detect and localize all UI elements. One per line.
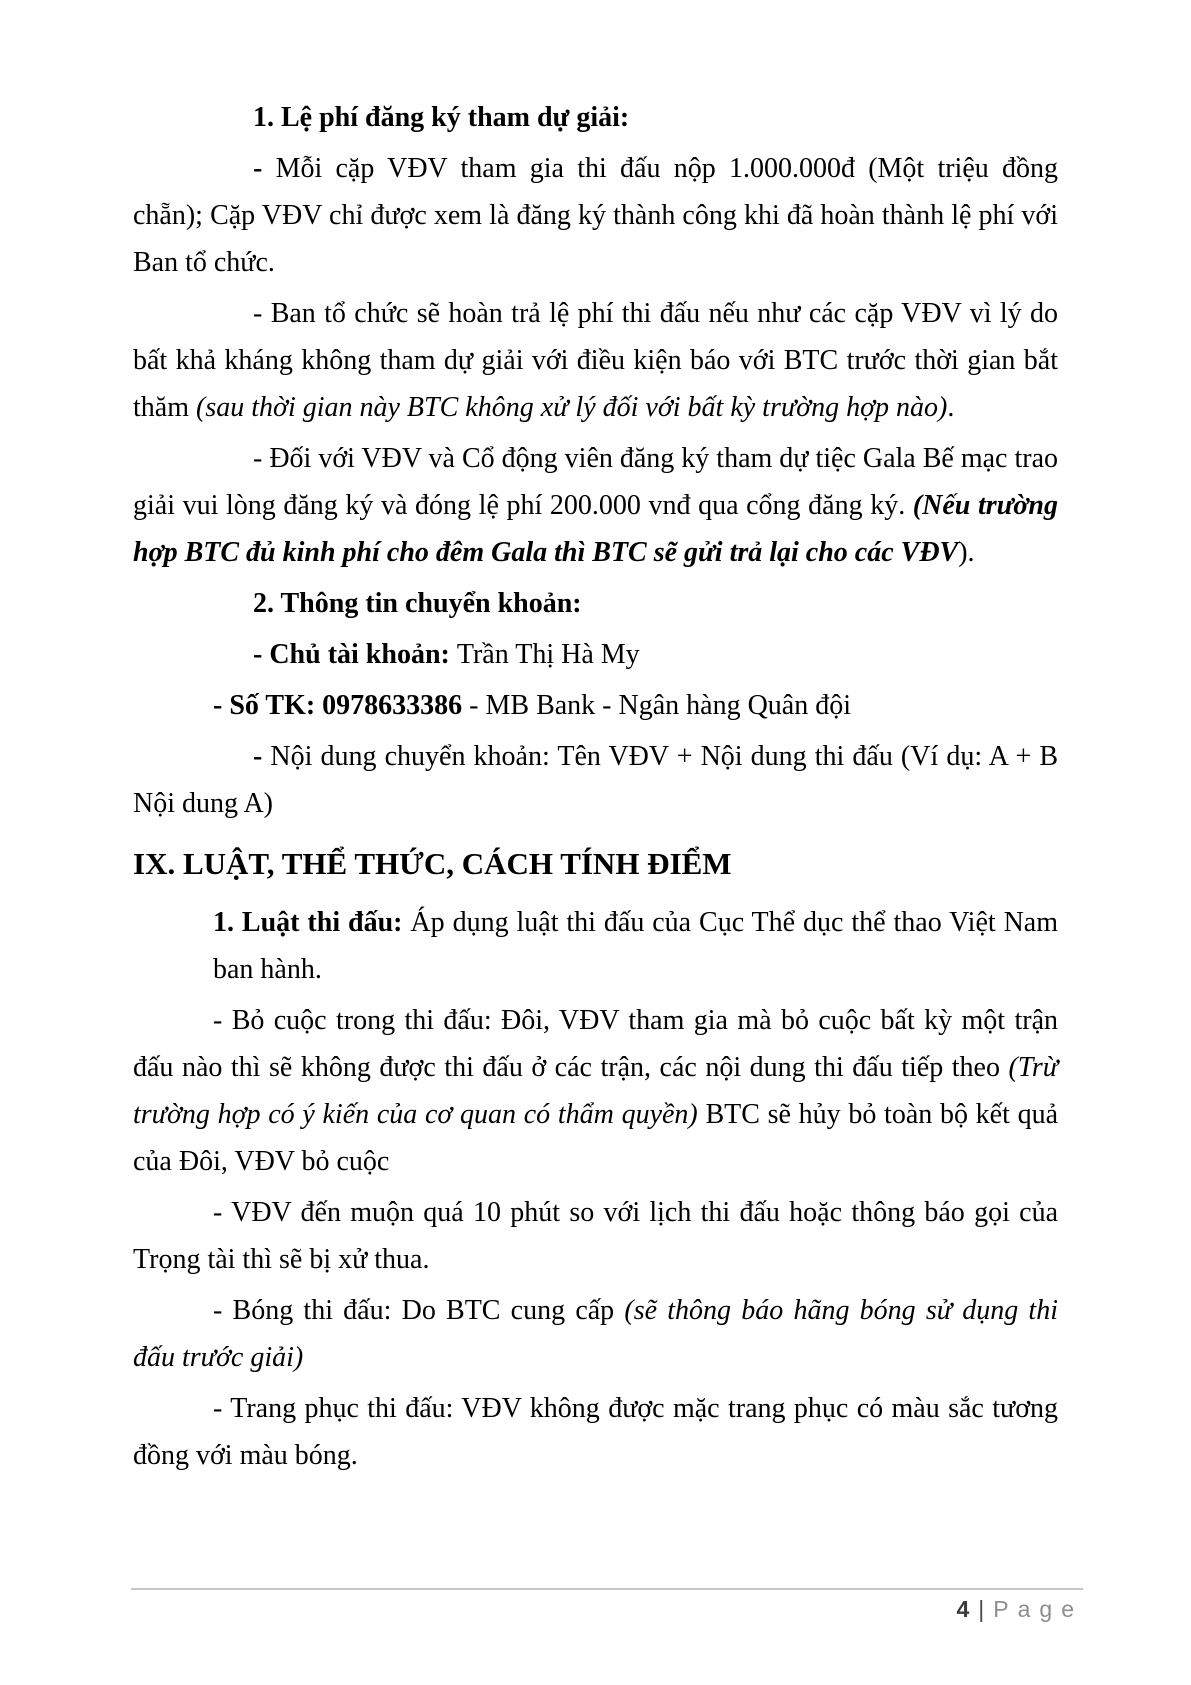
account-bank: - MB Bank - Ngân hàng Quân đội xyxy=(462,690,851,721)
law-label: 1. Luật thi đấu: xyxy=(213,907,411,938)
transfer-section-heading: 2. Thông tin chuyển khoản: xyxy=(253,588,582,619)
footer-page-label: Page xyxy=(993,1596,1083,1622)
transfer-content-dash: - xyxy=(253,741,271,772)
section-ix-heading: IX. LUẬT, THỂ THỨC, CÁCH TÍNH ĐIỂM xyxy=(133,846,732,881)
ball-note-italic: (sẽ thông báo hãng bóng sử dụng thi đấu trước giải) xyxy=(133,1295,1058,1373)
outfit-text: - Trang phục thi đấu: VĐV không được mặc trang phục có màu sắc tương đồng với màu bóng. xyxy=(133,1393,1058,1471)
refund-period: . xyxy=(947,392,955,423)
account-number-paragraph xyxy=(133,682,1058,729)
page-footer xyxy=(131,1588,1083,1623)
refund-text: - Ban tổ chức sẽ hoàn trả lệ phí thi đấu nếu như các cặp VĐV vì lý do bất khả kháng không tham dự giải với điều kiện báo với BTC trước thời gian bắt thăm xyxy=(133,298,1058,423)
gala-note-bold-italic: (Nếu trường hợp BTC đủ kinh phí cho đêm Gala thì BTC sẽ gửi trả lại cho các VĐV xyxy=(133,490,1058,568)
forfeit-note-italic: (Trừ trường hợp có ý kiến của cơ quan có thẩm quyền) xyxy=(133,1052,1058,1130)
fee-section-heading: 1. Lệ phí đăng ký tham dự giải: xyxy=(253,102,630,133)
refund-policy-paragraph xyxy=(133,290,1058,431)
ball-rule-paragraph xyxy=(133,1287,1058,1381)
account-number: - Số TK: 0978633386 xyxy=(213,690,463,721)
fee-amount-paragraph xyxy=(133,145,1058,286)
gala-fee-paragraph xyxy=(133,435,1058,576)
fee-amount-text: Mỗi cặp VĐV tham gia thi đấu nộp 1.000.000đ (Một triệu đồng chẵn); Cặp VĐV chỉ được xem là đăng ký thành công khi đã hoàn thành lệ phí với Ban tổ chức. xyxy=(133,153,1058,278)
gala-text: - Đối với VĐV và Cổ động viên đăng ký tham dự tiệc Gala Bế mạc trao giải vui lòng đăng ký và đóng lệ phí 200.000 vnđ qua cổng đăng ký. xyxy=(133,443,1058,521)
document-body xyxy=(133,94,1058,1483)
outfit-rule-paragraph xyxy=(133,1385,1058,1479)
forfeit-rest: BTC sẽ hủy bỏ toàn bộ kết quả của Đôi, VĐV bỏ cuộc xyxy=(133,1099,1059,1177)
law-paragraph xyxy=(213,899,1058,993)
fee-dash: - xyxy=(253,153,276,184)
law-text: Áp dụng luật thi đấu của Cục Thể dục thể thao Việt Nam ban hành. xyxy=(213,907,1058,985)
ball-text: - Bóng thi đấu: Do BTC cung cấp xyxy=(213,1295,625,1326)
transfer-content-paragraph xyxy=(133,733,1058,827)
account-holder-label: - Chủ tài khoản: xyxy=(253,639,457,670)
gala-close: ). xyxy=(958,537,975,568)
page-number: 4 xyxy=(956,1596,979,1622)
forfeit-paragraph xyxy=(133,997,1058,1185)
late-rule-paragraph xyxy=(133,1189,1058,1283)
account-holder-paragraph xyxy=(133,631,1058,678)
late-text: - VĐV đến muộn quá 10 phút so với lịch thi đấu hoặc thông báo gọi của Trọng tài thì sẽ bị xử thua. xyxy=(133,1197,1058,1275)
footer-separator: | xyxy=(978,1596,994,1622)
transfer-content-text: Nội dung chuyển khoản: Tên VĐV + Nội dung thi đấu (Ví dụ: A + B Nội dung A) xyxy=(133,741,1059,819)
account-holder-name: Trần Thị Hà My xyxy=(456,639,640,670)
refund-note-italic: (sau thời gian này BTC không xử lý đối với bất kỳ trường hợp nào) xyxy=(196,392,948,423)
forfeit-text: - Bỏ cuộc trong thi đấu: Đôi, VĐV tham gia mà bỏ cuộc bất kỳ một trận đấu nào thì sẽ không được thi đấu ở các trận, các nội dung thi đấu tiếp theo xyxy=(133,1005,1058,1083)
